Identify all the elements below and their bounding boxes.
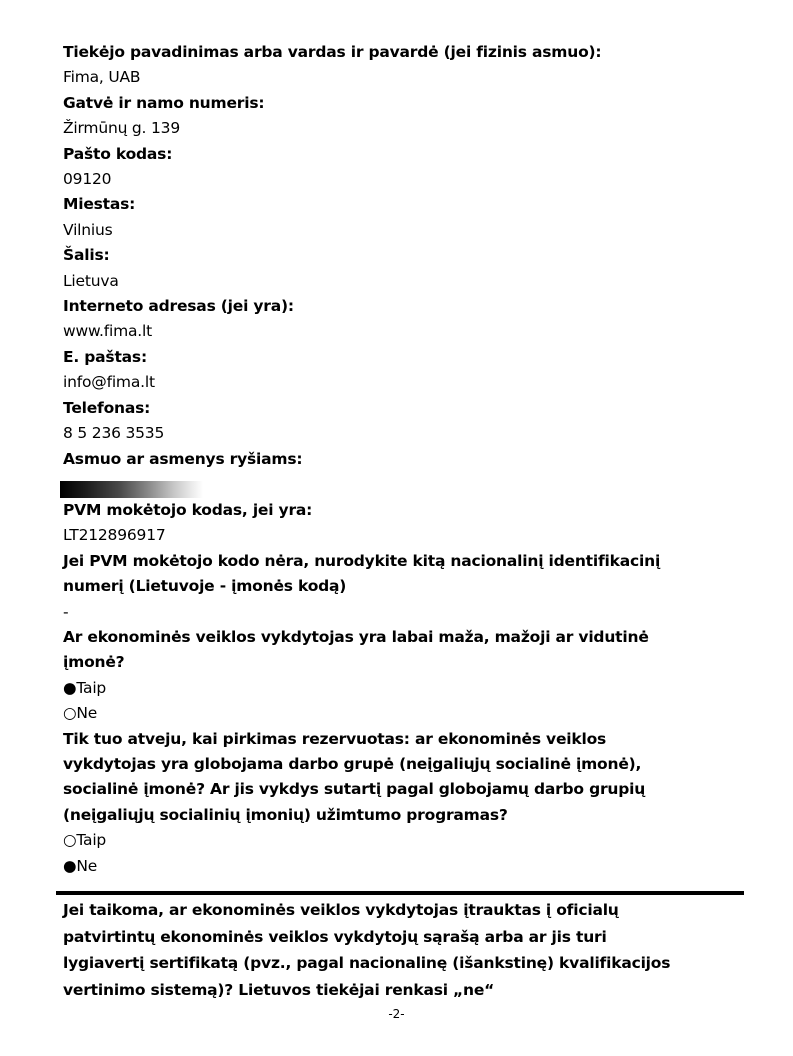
city-value: Vilnius [63,220,113,239]
radio-selected-icon: ● [63,856,77,875]
website-value: www.fima.lt [63,322,153,341]
option-label: Ne [76,856,98,875]
radio-selected-icon: ● [63,678,77,697]
city-label: Miestas: [63,195,136,214]
email-label: E. paštas: [63,347,147,366]
vat-code-label: PVM mokėtojo kodas, jei yra: [63,500,313,519]
question-official-list-text: vertinimo sistemą)? Lietuvos tiekėjai renkasi „ne“ [63,980,495,999]
option-label: Ne [76,704,98,723]
vat-code-value: LT212896917 [63,526,166,545]
reserved-option-taip [63,828,753,853]
sme-option-ne [63,701,753,726]
question-official-list-text: lygiavertį sertifikatą (pvz., pagal nacionalinę (išankstinę) kvalifikacijos [63,954,671,972]
postal-code-label: Pašto kodas: [63,144,173,163]
national-id-label: Jei PVM mokėtojo kodo nėra, nurodykite kitą nacionalinį identifikacinį [63,551,661,570]
radio-unselected-icon: ○ [63,704,77,723]
question-reserved-text: (neįgaliųjų socialinių įmonių) užimtumo programas? [63,805,508,824]
reserved-option-ne [63,854,753,879]
sme-option-taip [63,676,753,701]
radio-unselected-icon: ○ [63,831,77,850]
redacted-name-bar [60,481,203,498]
question-sme-text: Ar ekonominės veiklos vykdytojas yra labai maža, mažoji ar vidutinė [63,627,649,646]
question-official-list [63,897,753,1003]
option-label: Taip [76,831,107,850]
question-official-list-text: patvirtintų ekonominės veiklos vykdytojų sąrašą arba ar jis turi [63,927,607,946]
phone-value: 8 5 236 3535 [63,424,165,443]
supplier-name-value: Fima, UAB [63,68,141,87]
postal-code-value: 09120 [63,170,112,189]
country-value: Lietuva [63,271,119,290]
street-value: Žirmūnų g. 139 [63,119,180,138]
question-sme-text: įmonė? [63,653,125,672]
option-label: Taip [76,678,107,697]
country-label: Šalis: [63,246,110,265]
website-label: Interneto adresas (jei yra): [63,297,294,316]
contact-person-label: Asmuo ar asmenys ryšiams: [63,449,303,468]
email-value: info@fima.lt [63,373,155,392]
question-reserved-text: Tik tuo atveju, kai pirkimas rezervuotas: ar ekonominės veiklos [63,729,607,748]
page-number: -2- [388,1007,405,1021]
street-label: Gatvė ir namo numeris: [63,93,265,112]
national-id-label: numerį (Lietuvoje - įmonės kodą) [63,577,347,596]
question-reserved-text: socialinė įmonė? Ar jis vykdys sutartį pagal globojamų darbo grupių [63,780,646,799]
national-id-value: - [63,602,69,621]
phone-label: Telefonas: [63,398,151,417]
question-official-list-text: Jei taikoma, ar ekonominės veiklos vykdytojas įtrauktas į oficialų [63,901,619,919]
supplier-name-label: Tiekėjo pavadinimas arba vardas ir pavardė (jei fizinis asmuo): [63,43,602,61]
section-divider [56,891,744,895]
question-reserved-text: vykdytojas yra globojama darbo grupė (neįgaliųjų socialinė įmonė), [63,754,642,773]
